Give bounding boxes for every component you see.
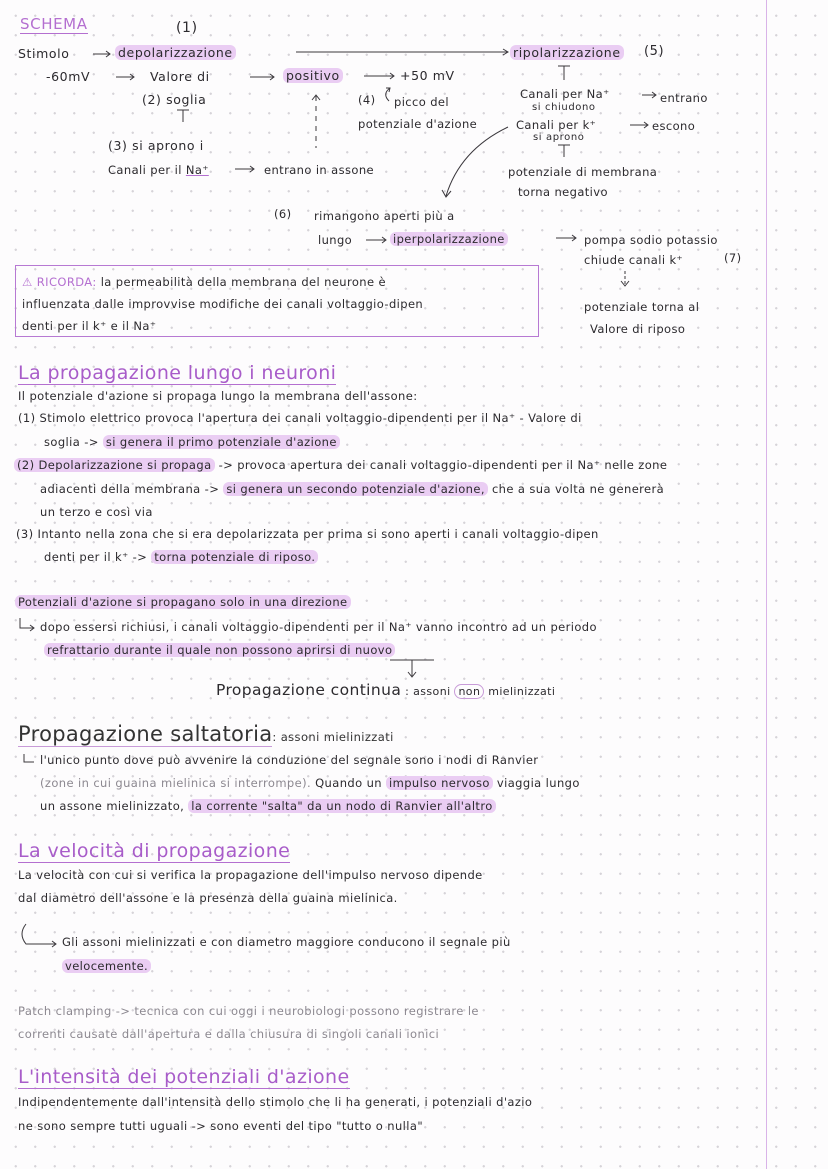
step-7: (7) [724,251,742,265]
propagazione-p2c: adiacenti della membrana -> si genera un secondo potenziale d'azione, che a sua volta ne genererà [40,482,665,496]
step-1: (1) [176,20,198,36]
lungo: lungo [318,233,353,247]
picco: picco del [394,95,450,109]
propagazione-p1a: (1) Stimolo elettrico provoca l'apertura dei canali voltaggio-dipendenti per il Na⁺ - Valore di [18,411,582,425]
si-chiudono: si chiudono [532,102,596,113]
escono: escono [652,119,696,133]
iperpolarizzazione: iperpolarizzazione [390,231,508,247]
valore-riposo: Valore di riposo [590,322,686,336]
velocita-line-2: dal diametro dell'assone e la presenza della guaina mielinica. [18,891,398,905]
heading-direzione: Potenziali d'azione si propagano solo in una direzione [15,594,351,610]
propagazione-p2a: (2) Depolarizzazione si propaga -> provoca apertura dei canali voltaggio-dipendenti per il Na⁺ nelle zone [14,457,667,473]
schema-title: SCHEMA [20,15,88,33]
velocita-line-1: La velocità con cui si verifica la propagazione dell'impulso nervoso dipende [18,868,483,882]
depolarizzazione: depolarizzazione [115,45,236,61]
propagazione-p3a: (3) Intanto nella zona che si era depolarizzata per prima si sono aperti i canali voltaggio-dipen [16,527,599,541]
propagazione-p1b: soglia -> si genera il primo potenziale d'azione [44,434,340,450]
patch-line-2: correnti causate dall'apertura e dalla chiusura di singoli canali ionici [18,1027,440,1041]
heading-propagazione: La propagazione lungo i neuroni [18,362,337,384]
valore-di: Valore di [150,69,210,84]
canali-na: Canali per Na⁺ [520,87,610,101]
positivo: positivo [283,68,343,84]
patch-line-1: Patch clamping -> tecnica con cui oggi i neurobiologi possono registrare le [18,1004,479,1018]
saltatoria-line-3: un assone mielinizzato, la corrente "salta" da un nodo di Ranvier all'altro [40,798,496,814]
heading-velocita: La velocità di propagazione [18,840,291,862]
chiude-canali-k: chiude canali k⁺ [584,253,684,267]
canali-per-il: Canali per il Na⁺ [108,163,209,177]
ricorda-line-1: ⚠ RICORDA: la permeabilità della membrana del neurone è [22,275,387,289]
ricorda-line-3: denti per il k⁺ e il Na⁺ [22,319,157,333]
saltatoria-line-2: (zone in cui guaina mielinica si interrompe). Quando un impulso nervoso viaggia lungo [40,776,580,790]
canali-k: Canali per k⁺ [516,118,597,132]
direzione-line-2: refrattario durante il quale non possono aprirsi di nuovo [44,642,395,658]
plus-50-mv: +50 mV [400,68,455,83]
step-4: (4) [358,93,376,107]
propagazione-p2f: un terzo e così via [40,505,153,519]
direzione-line-1: dopo essersi richiusi, i canali voltaggio-dipendenti per il Na⁺ vanno incontro ad un periodo [40,620,597,634]
si-aprono: (3) si aprono i [108,138,204,153]
potenziale-membrana: potenziale di membrana [508,165,658,179]
potenziale-torna: potenziale torna al [584,300,700,314]
entrano: entrano [660,91,708,105]
intensita-line-2: ne sono sempre tutti uguali -> sono eventi del tipo "tutto o nulla" [18,1119,424,1133]
potenziale-azione-label: potenziale d'azione [358,117,478,131]
soglia: (2) soglia [142,92,207,107]
stimolo: Stimolo [18,46,70,61]
heading-saltatoria: Propagazione saltatoria: assoni mielinizzati [18,722,394,746]
step-6: (6) [274,207,292,221]
saltatoria-line-1: l'unico punto dove può avvenire la conduzione del segnale sono i nodi di Ranvier [40,753,539,767]
intensita-line-1: Indipendentemente dall'intensità dello stimolo che li ha generati, i potenziali d'azio [18,1095,533,1109]
torna-negativo: torna negativo [518,185,608,199]
pompa-sodio-potassio: pompa sodio potassio [584,233,718,247]
ricorda-line-2: influenzata dalle improvvise modifiche dei canali voltaggio-dipen [22,297,424,311]
ripolarizzazione: ripolarizzazione [510,45,624,61]
propagazione-p3b: denti per il k⁺ -> torna potenziale di riposo. [44,549,318,565]
step-5: (5) [644,44,665,59]
velocita-line-3: Gli assoni mielinizzati e con diametro maggiore conducono il segnale più [62,935,511,949]
si-aprono-k: si aprono [533,132,585,143]
propagazione-intro: Il potenziale d'azione si propaga lungo la membrana dell'assone: [18,389,418,403]
minus-60-mv: -60mV [46,69,91,84]
entrano-in-assone: entrano in assone [264,163,374,177]
rimangono-aperti: rimangono aperti più a [314,209,455,223]
propagazione-continua: Propagazione continua : assoni non mielinizzati [216,681,556,699]
velocita-line-4: velocemente. [62,958,151,974]
heading-intensita: L'intensità dei potenziali d'azione [18,1066,350,1088]
